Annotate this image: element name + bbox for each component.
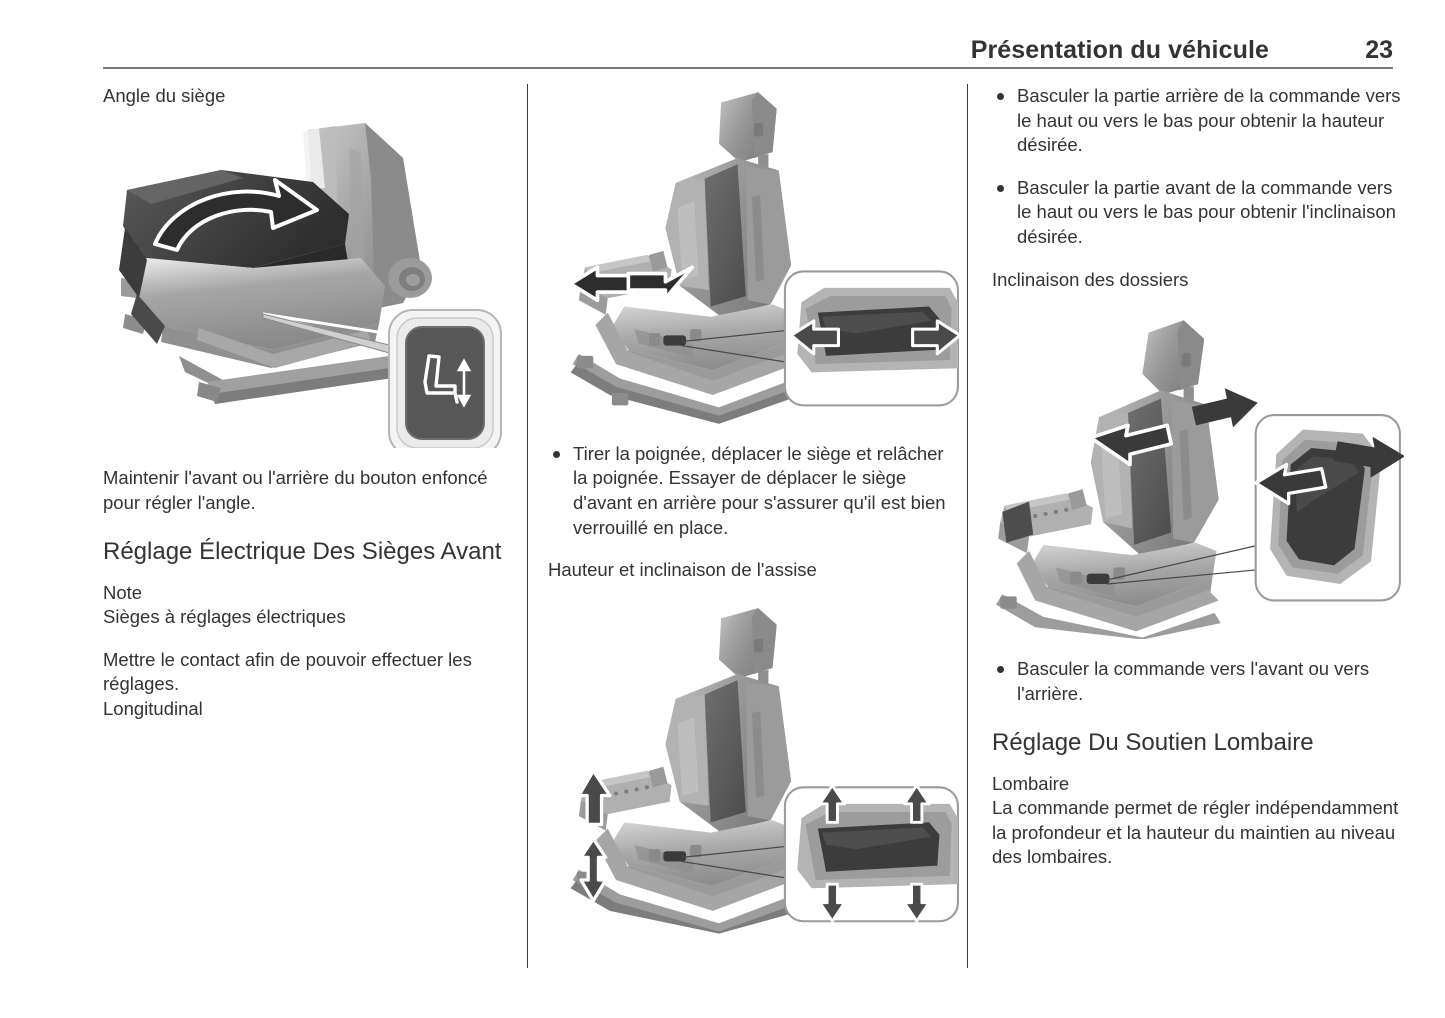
bullet-dot — [553, 451, 560, 458]
label-note: Note — [103, 581, 143, 603]
bullet-front-control-tilt — [992, 176, 1404, 250]
bullet-rear-control-height — [992, 84, 1404, 158]
column-1 — [103, 84, 515, 721]
page-number: 23 — [1365, 36, 1393, 64]
heading-seat-angle: Angle du siège — [103, 85, 226, 106]
bullet-front-control-tilt-text: Basculer la partie avant de la commande vers le haut ou vers le bas pour obtenir l'inclinaison désirée. — [1017, 176, 1396, 247]
bullet-rear-control-height-text: Basculer la partie arrière de la commande vers le haut ou vers le bas pour obtenir la hauteur désirée. — [1017, 85, 1401, 156]
figure-backrest-recline — [992, 310, 1404, 640]
figure-seat-longitudinal — [548, 84, 960, 424]
page-title: Présentation du véhicule — [970, 36, 1269, 64]
bullet-dot — [997, 185, 1004, 192]
bullet-dot — [997, 93, 1004, 100]
bullet-tilt-control — [992, 657, 1404, 706]
heading-electric-front-seat-adjustment: Réglage Électrique Des Sièges Avant — [103, 538, 502, 566]
column-3 — [992, 84, 1404, 870]
bullet-dot — [997, 666, 1004, 673]
heading-seat-height-tilt: Hauteur et inclinaison de l'assise — [548, 559, 817, 581]
figure-seat-cushion-angle — [103, 118, 515, 448]
text-lumbar-description: La commande permet de régler indépendamment la profondeur et la hauteur du maintien au niveau des lombaires. — [992, 797, 1399, 868]
heading-backrest-recline: Inclinaison des dossiers — [992, 268, 1189, 290]
heading-lumbar-support-adjustment: Réglage Du Soutien Lombaire — [992, 729, 1314, 757]
label-lumbar: Lombaire — [992, 772, 1070, 794]
bullet-pull-handle — [548, 442, 960, 540]
header-divider-rule — [103, 67, 1393, 69]
text-ignition-instruction: Mettre le contact afin de pouvoir effectuer les réglages. — [103, 648, 472, 695]
bullet-pull-handle-text: Tirer la poignée, déplacer le siège et relâcher la poignée. Essayer de déplacer le siège d'avant en arrière pour s'assurer qu'il est bien verrouillé en place. — [573, 442, 946, 538]
column-divider-1 — [527, 84, 528, 968]
column-divider-2 — [967, 84, 968, 968]
text-electric-seats: Sièges à réglages électriques — [103, 606, 346, 628]
bullet-tilt-control-text: Basculer la commande vers l'avant ou vers l'arrière. — [1017, 658, 1370, 704]
column-2 — [548, 84, 960, 934]
paragraph-angle-instruction: Maintenir l'avant ou l'arrière du bouton enfoncé pour régler l'angle. — [103, 467, 488, 513]
heading-longitudinal: Longitudinal — [103, 697, 203, 719]
page-header — [103, 36, 1393, 70]
figure-seat-height-tilt — [548, 604, 960, 934]
